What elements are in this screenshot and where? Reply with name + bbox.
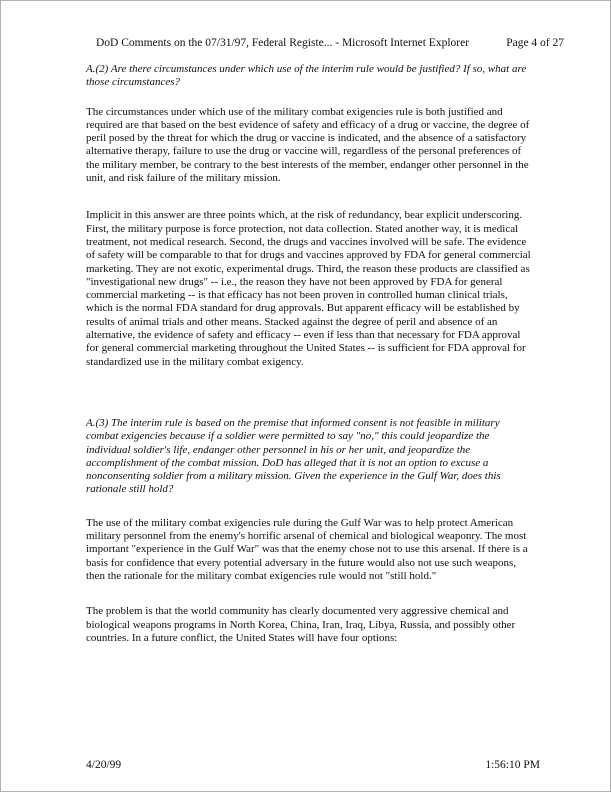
paragraph-answer-a3-2: The problem is that the world community has clearly documented very aggressive chemical and biological weapons programs in North Korea, China, Iran, Iraq, Libya, Russia, and possibly other countries. In a future conflict, the United States will have four options:	[86, 605, 516, 644]
paragraph-answer-a2-2: Implicit in this answer are three points which, at the risk of redundancy, bear explicit underscoring. First, the military purpose is force protection, not data collection. Stated another way, it is medical treatment, not medical research. Second, the drugs and vaccines involved will be safe. The evidence of safety will be comparable to that for drugs and vaccines approved by FDA for general commercial marketing. They are not exotic, experimental drugs. Third, the reason these products are classified as "investigational new drugs" -- i.e., the reason they have not been approved by FDA for general commercial marketing -- is that efficacy has not been proven in controlled human clinical trials, which is the normal FDA standard for drug approvals. But apparent efficacy will be established by results of animal trials and other means. Stacked against the degree of peril and absence of an alternative, the evidence of safety and efficacy -- even if less than that necessary for FDA approval for general commercial marketing throughout the United States -- is sufficient for FDA approval for standardized use in the military combat exigency.	[86, 209, 531, 368]
print-date: 4/20/99	[86, 759, 122, 771]
page-number: Page 4 of 27	[506, 37, 564, 49]
paragraph-answer-a3-1: The use of the military combat exigencies rule during the Gulf War was to help protect American military personnel from the enemy's horrific arsenal of chemical and biological weaponry. The most important "experience in the Gulf War" was that the enemy chose not to use this arsenal. If there is a basis for confidence that every potential adversary in the future would also not use such weapons, then the rationale for the military combat exigencies rule would not "still hold."	[86, 516, 528, 582]
document-body	[86, 63, 534, 645]
paragraph-question-a3: A.(3) The interim rule is based on the premise that informed consent is not feasible in military combat exigencies because if a soldier were permitted to say "no," this could jeopardize the individual soldier's life, endanger other personnel in his or her unit, and jeopardize the accomplishment of the combat mission. DoD has alleged that it is not an option to excuse a nonconsenting soldier from a military mission. Given the experience in the Gulf War, does this rationale still hold?	[86, 416, 501, 496]
paragraph-answer-a2-1: The circumstances under which use of the military combat exigencies rule is both justified and required are that based on the best evidence of safety and efficacy of a drug or vaccine, the degree of peril posed by the threat for which the drug or vaccine is indicated, and the absence of a satisfactory alternative therapy, failure to use the drug or vaccine will, regardless of the personal preferences of the military member, be contrary to the best interests of the member, endanger other personnel in the unit, and risk failure of the military mission.	[86, 105, 530, 185]
paragraph-question-a2: A.(2) Are there circumstances under which use of the interim rule would be justified? If so, what are those circumstances?	[86, 63, 527, 89]
document-title: DoD Comments on the 07/31/97, Federal Registe... - Microsoft Internet Explorer	[96, 37, 470, 49]
print-header	[96, 37, 564, 49]
print-footer	[86, 759, 540, 771]
print-time: 1:56:10 PM	[485, 759, 540, 771]
